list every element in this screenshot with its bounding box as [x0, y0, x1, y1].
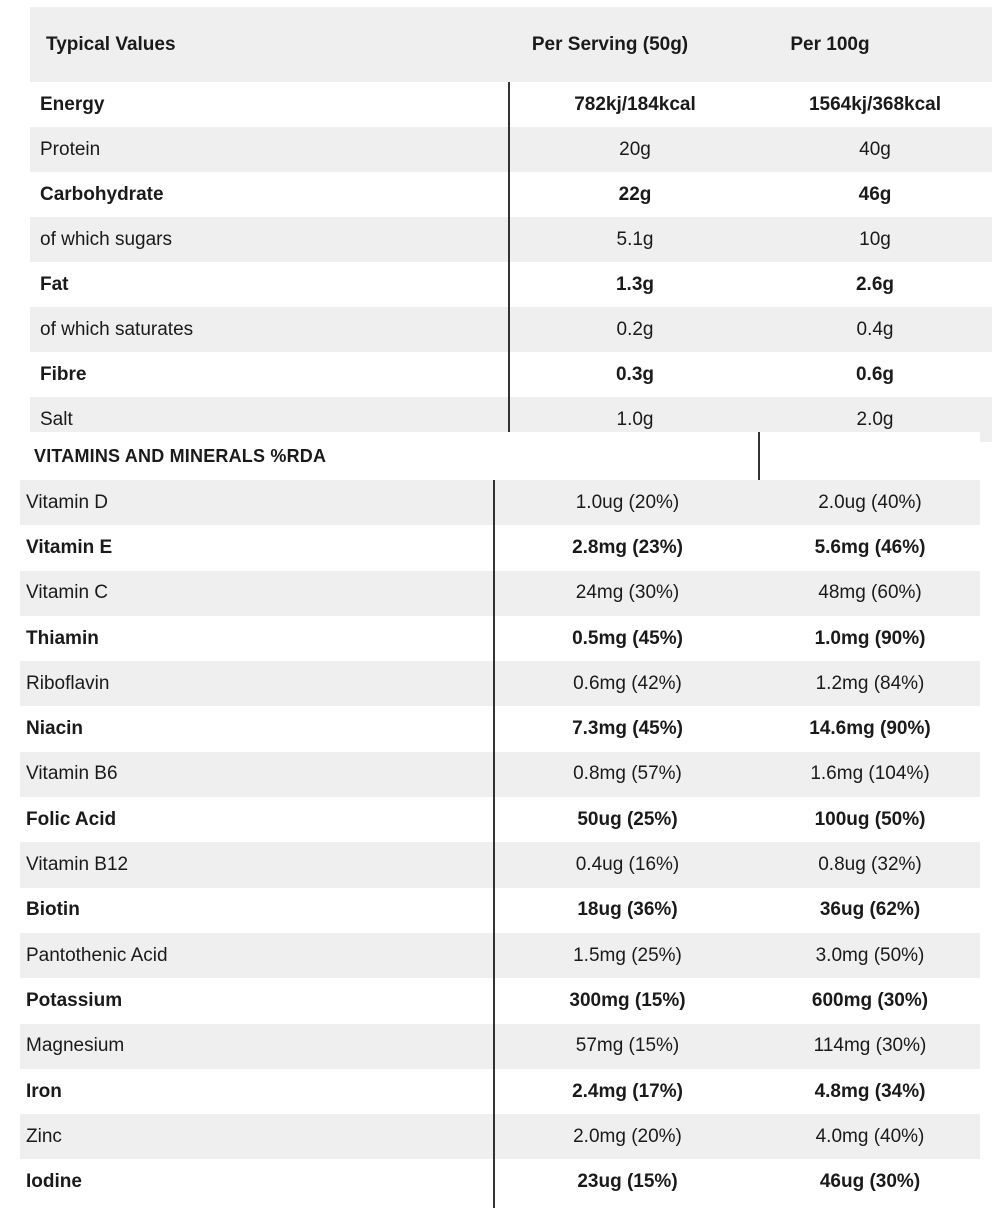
- table-row: [30, 352, 992, 397]
- table-row: [20, 616, 980, 661]
- row-label: Vitamin B12: [26, 854, 129, 876]
- per-100g-value: 0.4g: [856, 318, 894, 340]
- row-label: Salt: [40, 408, 73, 430]
- per-100g-value: 1.0mg (90%): [814, 627, 926, 649]
- row-label: Zinc: [26, 1125, 62, 1147]
- table-row: [20, 888, 980, 933]
- per-100g-value: 1.6mg (104%): [810, 763, 930, 785]
- per-100g-value: 0.6g: [855, 363, 895, 385]
- table-row: [30, 262, 992, 307]
- row-label: Magnesium: [26, 1035, 125, 1057]
- per-100g-value: 100ug (50%): [814, 808, 926, 830]
- per-serving-value: 50ug (25%): [577, 808, 678, 830]
- row-label: Vitamin E: [26, 536, 113, 558]
- per-serving-value: 5.1g: [616, 228, 654, 250]
- per-serving-value: 18ug (36%): [577, 899, 678, 921]
- per-serving-value: 0.5mg (45%): [572, 627, 683, 649]
- per-serving-value: 2.4mg (17%): [572, 1080, 683, 1102]
- per-100g-value: 48mg (60%): [818, 582, 922, 604]
- per-100g-value: 36ug (62%): [819, 899, 921, 921]
- table-row: [30, 307, 992, 352]
- per-100g-value: 1564kj/368kcal: [808, 93, 942, 115]
- row-label: Fat: [40, 273, 69, 295]
- nutrition-table: [30, 7, 992, 432]
- per-serving-value: 2.8mg (23%): [572, 536, 683, 558]
- row-label: Iodine: [26, 1171, 82, 1193]
- vitamins-heading: VITAMINS AND MINERALS %RDA: [34, 445, 327, 466]
- per-100g-value: 3.0mg (50%): [815, 944, 925, 966]
- row-label: Carbohydrate: [40, 183, 164, 205]
- table-row: [20, 978, 980, 1023]
- per-100g-value: 4.0mg (40%): [815, 1125, 925, 1147]
- row-label: of which sugars: [40, 228, 173, 250]
- per-serving-value: 24mg (30%): [575, 582, 680, 604]
- per-serving-value: 57mg (15%): [575, 1035, 680, 1057]
- row-label: Riboflavin: [26, 672, 110, 694]
- per-100g-value: 46g: [858, 183, 892, 205]
- per-100g-value: 14.6mg (90%): [809, 718, 931, 740]
- table-row: [30, 217, 992, 262]
- table-row: [20, 752, 980, 797]
- row-label: Vitamin C: [26, 582, 109, 604]
- per-serving-value: 2.0mg (20%): [573, 1125, 682, 1147]
- row-label: Energy: [40, 93, 105, 115]
- table-row: [20, 1114, 980, 1159]
- per-100g-value: 4.8mg (34%): [814, 1080, 926, 1102]
- per-100g-value: 2.0ug (40%): [818, 491, 922, 513]
- column-divider: [493, 480, 495, 1208]
- table-header-row: [30, 7, 992, 82]
- table-row: [30, 127, 992, 172]
- per-serving-value: 300mg (15%): [569, 989, 686, 1011]
- row-label: Protein: [40, 138, 101, 160]
- table-row: [20, 1024, 980, 1069]
- table-row: [20, 842, 980, 887]
- per-100g-value: 46ug (30%): [819, 1171, 921, 1193]
- per-serving-value: 0.3g: [615, 363, 655, 385]
- per-serving-value: 782kj/184kcal: [574, 93, 696, 115]
- row-label: Fibre: [40, 363, 87, 385]
- per-serving-value: 7.3mg (45%): [572, 718, 683, 740]
- row-label: of which saturates: [40, 318, 194, 340]
- table-row: [20, 661, 980, 706]
- per-serving-value: 1.0ug (20%): [575, 491, 680, 513]
- header-per-serving: Per Serving (50g): [531, 33, 689, 55]
- per-serving-value: 0.2g: [616, 318, 654, 340]
- per-100g-value: 40g: [859, 138, 891, 160]
- row-label: Biotin: [26, 899, 80, 921]
- per-serving-value: 20g: [619, 138, 651, 160]
- per-serving-value: 23ug (15%): [577, 1171, 678, 1193]
- per-serving-value: 1.3g: [615, 273, 655, 295]
- per-100g-value: 600mg (30%): [811, 989, 929, 1011]
- per-serving-value: 0.8mg (57%): [573, 763, 682, 785]
- per-serving-value: 0.4ug (16%): [575, 854, 680, 876]
- per-100g-value: 5.6mg (46%): [814, 536, 926, 558]
- table-row: [30, 172, 992, 217]
- table-row: [20, 707, 980, 752]
- table-row: [20, 480, 980, 525]
- per-100g-value: 2.0g: [856, 408, 894, 430]
- header-typical-values: Typical Values: [46, 33, 176, 55]
- row-label: Pantothenic Acid: [26, 944, 168, 966]
- column-divider: [508, 82, 510, 432]
- per-100g-value: 10g: [859, 228, 891, 250]
- per-100g-value: 0.8ug (32%): [818, 854, 922, 876]
- row-label: Folic Acid: [26, 808, 117, 830]
- row-label: Potassium: [26, 989, 123, 1011]
- table-row: [30, 82, 992, 127]
- per-serving-value: 0.6mg (42%): [573, 672, 682, 694]
- row-label: Vitamin D: [26, 491, 109, 513]
- row-label: Vitamin B6: [26, 763, 118, 785]
- heading-divider: [758, 432, 760, 480]
- table-row: [20, 525, 980, 570]
- table-row: [20, 1160, 980, 1205]
- table-row: [20, 1069, 980, 1114]
- row-label: Iron: [26, 1080, 62, 1102]
- row-label: Thiamin: [26, 627, 99, 649]
- per-serving-value: 22g: [618, 183, 652, 205]
- header-per-100g: Per 100g: [790, 33, 870, 55]
- table-row: [20, 797, 980, 842]
- table-row: [20, 933, 980, 978]
- table-row: [20, 571, 980, 616]
- vitamins-table: [20, 432, 980, 1209]
- row-label: Niacin: [26, 718, 84, 740]
- per-serving-value: 1.5mg (25%): [573, 944, 682, 966]
- per-100g-value: 114mg (30%): [813, 1035, 927, 1057]
- per-100g-value: 1.2mg (84%): [815, 672, 925, 694]
- per-serving-value: 1.0g: [616, 408, 654, 430]
- per-100g-value: 2.6g: [855, 273, 895, 295]
